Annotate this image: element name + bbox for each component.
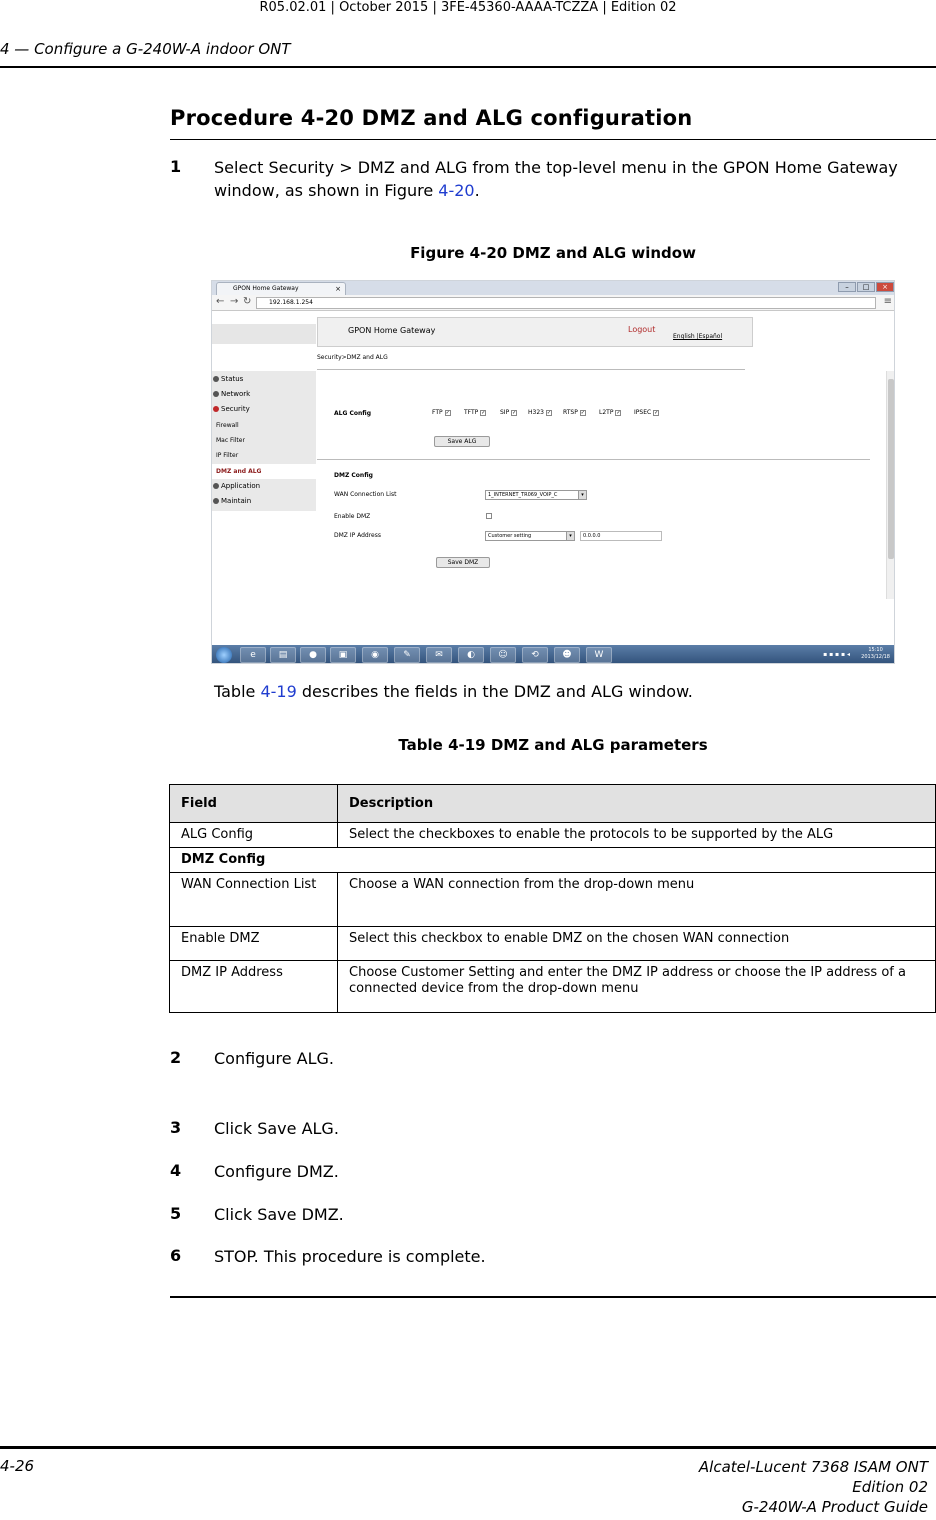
step-number: 3 bbox=[170, 1118, 182, 1137]
checkbox-checked-icon: ✓ bbox=[445, 409, 450, 416]
checkbox-checked-icon: ✓ bbox=[546, 409, 552, 416]
table-row bbox=[170, 961, 936, 1013]
start-button-icon[interactable] bbox=[216, 647, 232, 663]
app-icon[interactable]: ☺ bbox=[490, 647, 516, 663]
url-input[interactable]: 192.168.1.254 bbox=[256, 297, 876, 309]
menu-dmz-alg[interactable]: DMZ and ALG bbox=[212, 464, 316, 479]
protocol-sip[interactable]: SIP ✓ bbox=[500, 409, 517, 416]
menu-maintain[interactable]: Maintain bbox=[212, 494, 316, 509]
description-cell: Select the checkboxes to enable the protocols to be supported by the ALG bbox=[338, 823, 936, 848]
scrollbar-thumb[interactable] bbox=[888, 379, 894, 559]
table-group-row bbox=[170, 848, 936, 873]
column-header: Description bbox=[338, 785, 936, 823]
group-cell: DMZ Config bbox=[170, 848, 936, 873]
procedure-title: Procedure 4-20 DMZ and ALG configuration bbox=[170, 106, 693, 130]
field-cell: WAN Connection List bbox=[170, 873, 338, 927]
table-row bbox=[170, 927, 936, 961]
description-cell: Choose a WAN connection from the drop-down menu bbox=[338, 873, 936, 927]
tab-close-icon[interactable]: × bbox=[335, 285, 341, 293]
description-cell: Choose Customer Setting and enter the DMZ IP address or choose the IP address of a connected device from the drop-down menu bbox=[338, 961, 936, 1013]
save-alg-button[interactable]: Save ALG bbox=[434, 436, 490, 447]
table-caption: Table 4-19 DMZ and ALG parameters bbox=[398, 736, 708, 754]
checkbox-checked-icon: ✓ bbox=[512, 409, 517, 416]
gateway-title: GPON Home Gateway bbox=[348, 326, 436, 335]
footer-product-info bbox=[699, 1457, 928, 1517]
field-cell: ALG Config bbox=[170, 823, 338, 848]
clock[interactable]: 15:10 2013/12/18 bbox=[861, 647, 890, 660]
step-number: 4 bbox=[170, 1161, 182, 1180]
enable-dmz-checkbox[interactable] bbox=[486, 513, 492, 519]
menu-firewall[interactable]: Firewall bbox=[216, 422, 239, 429]
procedure-end-rule bbox=[170, 1296, 936, 1298]
protocol-tftp[interactable]: TFTP ✓ bbox=[464, 409, 486, 416]
chevron-down-icon: ▾ bbox=[566, 532, 574, 540]
field-cell: Enable DMZ bbox=[170, 927, 338, 961]
outlook-icon[interactable]: ✉ bbox=[426, 647, 452, 663]
enable-dmz-label: Enable DMZ bbox=[334, 513, 371, 520]
protocol-ftp[interactable]: FTP ✓ bbox=[432, 409, 450, 416]
menu-security[interactable]: Security bbox=[212, 402, 316, 417]
notes-icon[interactable]: ✎ bbox=[394, 647, 420, 663]
nav-header-strip bbox=[212, 324, 316, 344]
app-icon[interactable]: ⟲ bbox=[522, 647, 548, 663]
step-text: Configure DMZ. bbox=[214, 1162, 339, 1181]
table-link[interactable]: 4-19 bbox=[260, 682, 297, 701]
protocol-rtsp[interactable]: RTSP ✓ bbox=[563, 409, 585, 416]
checkbox-checked-icon: ✓ bbox=[481, 409, 486, 416]
menu-application[interactable]: Application bbox=[212, 479, 316, 494]
figure-link[interactable]: 4-20 bbox=[438, 181, 475, 200]
ie-icon[interactable]: e bbox=[240, 647, 266, 663]
protocol-h323[interactable]: H323 ✓ bbox=[528, 409, 552, 416]
forward-icon[interactable]: → bbox=[230, 296, 239, 307]
document-reference: R05.02.01 | October 2015 | 3FE-45360-AAAA-TCZZA | Edition 02 bbox=[259, 0, 677, 15]
firefox-icon[interactable]: ● bbox=[300, 647, 326, 663]
step-number: 2 bbox=[170, 1048, 182, 1067]
app-icon[interactable]: ☻ bbox=[554, 647, 580, 663]
wan-list-label: WAN Connection List bbox=[334, 491, 397, 498]
chevron-down-icon: ▾ bbox=[578, 491, 586, 499]
language-links[interactable]: English |Español bbox=[673, 333, 723, 340]
back-icon[interactable]: ← bbox=[216, 296, 225, 307]
figure-caption: Figure 4-20 DMZ and ALG window bbox=[410, 244, 696, 262]
column-header: Field bbox=[170, 785, 338, 823]
step-text: Click Save DMZ. bbox=[214, 1205, 344, 1224]
chapter-title: 4 — Configure a G-240W-A indoor ONT bbox=[0, 40, 291, 58]
reload-icon[interactable]: ↻ bbox=[243, 296, 252, 307]
table-reference-text: Table 4-19 describes the fields in the DMZ and ALG window. bbox=[214, 682, 693, 701]
checkbox-checked-icon: ✓ bbox=[580, 409, 585, 416]
header-rule bbox=[0, 66, 936, 68]
save-dmz-button[interactable]: Save DMZ bbox=[436, 557, 490, 568]
alg-config-label: ALG Config bbox=[334, 410, 372, 417]
menu-ip-filter[interactable]: IP Filter bbox=[216, 452, 239, 459]
edition: Edition 02 bbox=[852, 1478, 928, 1496]
gateway-screenshot bbox=[211, 280, 895, 664]
protocol-ipsec[interactable]: IPSEC ✓ bbox=[634, 409, 659, 416]
logout-link[interactable]: Logout bbox=[628, 325, 656, 334]
dmz-ip-label: DMZ IP Address bbox=[334, 532, 382, 539]
expand-icon bbox=[213, 483, 219, 489]
chrome-icon[interactable]: ◉ bbox=[362, 647, 388, 663]
description-cell: Select this checkbox to enable DMZ on the chosen WAN connection bbox=[338, 927, 936, 961]
dmz-ip-select[interactable]: Customer setting ▾ bbox=[485, 531, 575, 541]
app-icon[interactable]: ◐ bbox=[458, 647, 484, 663]
gateway-header bbox=[317, 317, 753, 347]
maximize-icon[interactable]: □ bbox=[857, 282, 875, 292]
step-number: 5 bbox=[170, 1204, 182, 1223]
dmz-config-label: DMZ Config bbox=[334, 472, 373, 479]
step-number: 1 bbox=[170, 157, 182, 176]
browser-tab[interactable] bbox=[216, 282, 346, 295]
expand-icon bbox=[213, 406, 219, 412]
folder-icon[interactable]: ▤ bbox=[270, 647, 296, 663]
windows-taskbar bbox=[212, 645, 895, 664]
breadcrumb: Security>DMZ and ALG bbox=[317, 354, 388, 361]
step-text: Click Save ALG. bbox=[214, 1119, 339, 1138]
step-text-part: . bbox=[474, 181, 480, 200]
menu-mac-filter[interactable]: Mac Filter bbox=[216, 437, 245, 444]
dmz-ip-input[interactable]: 0.0.0.0 bbox=[580, 531, 662, 541]
guide-name: G-240W-A Product Guide bbox=[741, 1498, 928, 1516]
expand-icon bbox=[213, 498, 219, 504]
app-icon[interactable]: ▣ bbox=[330, 647, 356, 663]
table-row bbox=[170, 823, 936, 848]
menu-network[interactable]: Network bbox=[212, 387, 316, 402]
divider bbox=[317, 459, 870, 460]
protocol-l2tp[interactable]: L2TP ✓ bbox=[599, 409, 621, 416]
address-bar bbox=[212, 295, 895, 311]
step-number: 6 bbox=[170, 1246, 182, 1265]
wan-connection-select[interactable]: 1_INTERNET_TR069_VOIP_C ▾ bbox=[485, 490, 587, 500]
parameters-table bbox=[169, 784, 936, 1013]
divider bbox=[317, 369, 745, 370]
step-text: Configure ALG. bbox=[214, 1049, 334, 1068]
word-icon[interactable]: W bbox=[586, 647, 612, 663]
tab-title: GPON Home Gateway bbox=[233, 285, 299, 292]
product-name: Alcatel-Lucent 7368 ISAM ONT bbox=[698, 1458, 928, 1476]
table-row bbox=[170, 873, 936, 927]
field-cell: DMZ IP Address bbox=[170, 961, 338, 1013]
table-header-row bbox=[170, 785, 936, 823]
browser-menu-icon[interactable]: ≡ bbox=[883, 296, 892, 307]
page-number: 4-26 bbox=[0, 1457, 35, 1475]
step-text-part: Select Security > DMZ and ALG from the top-level menu in the GPON Home Gateway window, as shown in Figure bbox=[214, 158, 898, 200]
step-text: STOP. This procedure is complete. bbox=[214, 1247, 486, 1266]
checkbox-checked-icon: ✓ bbox=[654, 409, 659, 416]
browser-tab-bar bbox=[212, 281, 895, 295]
step-text bbox=[214, 156, 914, 202]
expand-icon bbox=[213, 391, 219, 397]
scrollbar[interactable] bbox=[886, 371, 895, 599]
minimize-icon[interactable]: – bbox=[838, 282, 856, 292]
checkbox-checked-icon: ✓ bbox=[616, 409, 621, 416]
system-tray-icons[interactable]: ▪ ▪ ▪ ▪ ◂ bbox=[823, 651, 850, 658]
procedure-rule bbox=[170, 139, 936, 140]
footer-rule bbox=[0, 1446, 936, 1449]
menu-status[interactable]: Status bbox=[212, 372, 316, 387]
expand-icon bbox=[213, 376, 219, 382]
close-window-icon[interactable]: × bbox=[876, 282, 894, 292]
